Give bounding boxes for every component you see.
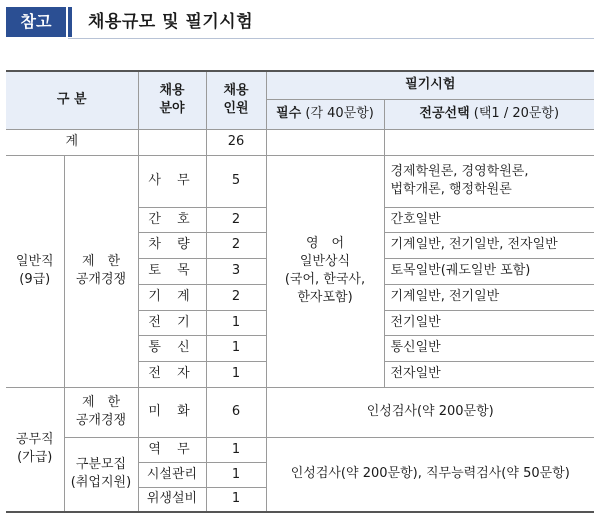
- major-cell: 경제학원론, 경영학원론, 법학개론, 행정학원론: [384, 155, 594, 207]
- table-row: [6, 437, 594, 462]
- head-count: 채용 인원: [206, 71, 266, 129]
- field-cell: 위생설비: [138, 487, 206, 512]
- count-cell: 3: [206, 258, 266, 284]
- total-required-empty: [266, 129, 384, 155]
- total-row: [6, 129, 594, 155]
- field-cell: 역 무: [138, 437, 206, 462]
- major-cell: 전자일반: [384, 361, 594, 387]
- general-type: 일반직 (9급): [6, 155, 64, 387]
- page-title: 채용규모 및 필기시험: [88, 12, 254, 32]
- major-cell: 기계일반, 전기일반: [384, 284, 594, 310]
- count-cell: 2: [206, 232, 266, 258]
- general-competition: 제 한 공개경쟁: [64, 155, 138, 387]
- count-cell: 5: [206, 155, 266, 207]
- public-limited-exam: 인성검사(약 200문항): [266, 387, 594, 437]
- count-cell: 1: [206, 487, 266, 512]
- field-cell: 시설관리: [138, 462, 206, 487]
- field-cell: 사 무: [138, 155, 206, 207]
- reference-tag: 참고: [6, 7, 66, 37]
- field-cell: 통 신: [138, 335, 206, 361]
- major-cell: 통신일반: [384, 335, 594, 361]
- head-field: 채용 분야: [138, 71, 206, 129]
- major-cell: 간호일반: [384, 207, 594, 232]
- field-cell: 토 목: [138, 258, 206, 284]
- public-special-competition: 구분모집 (취업지원): [64, 437, 138, 512]
- head-exam: 필기시험: [266, 71, 594, 99]
- public-limited-competition: 제 한 공개경쟁: [64, 387, 138, 437]
- public-type: 공무직 (가급): [6, 387, 64, 512]
- count-cell: 1: [206, 310, 266, 335]
- total-label: 계: [6, 129, 138, 155]
- head-required: 필수 (각 40문항): [266, 99, 384, 129]
- count-cell: 1: [206, 361, 266, 387]
- major-cell: 토목일반(궤도일반 포함): [384, 258, 594, 284]
- tag-divider: [68, 7, 72, 37]
- field-cell: 전 기: [138, 310, 206, 335]
- total-field-empty: [138, 129, 206, 155]
- field-cell: 미 화: [138, 387, 206, 437]
- total-count: 26: [206, 129, 266, 155]
- public-special-exam: 인성검사(약 200문항), 직무능력검사(약 50문항): [266, 437, 594, 512]
- total-major-empty: [384, 129, 594, 155]
- table-row: [6, 387, 594, 437]
- field-cell: 간 호: [138, 207, 206, 232]
- count-cell: 2: [206, 207, 266, 232]
- title-underline: [68, 38, 594, 39]
- section-header: [6, 7, 594, 39]
- field-cell: 차 량: [138, 232, 206, 258]
- table-row: [6, 155, 594, 207]
- major-cell: 전기일반: [384, 310, 594, 335]
- count-cell: 1: [206, 462, 266, 487]
- field-cell: 전 자: [138, 361, 206, 387]
- count-cell: 1: [206, 335, 266, 361]
- field-cell: 기 계: [138, 284, 206, 310]
- major-cell: 기계일반, 전기일반, 전자일반: [384, 232, 594, 258]
- recruitment-table: [6, 70, 594, 513]
- head-major: 전공선택 (택1 / 20문항): [384, 99, 594, 129]
- head-category: 구 분: [6, 71, 138, 129]
- count-cell: 6: [206, 387, 266, 437]
- count-cell: 2: [206, 284, 266, 310]
- general-required: 영 어 일반상식 (국어, 한국사, 한자포함): [266, 155, 384, 387]
- count-cell: 1: [206, 437, 266, 462]
